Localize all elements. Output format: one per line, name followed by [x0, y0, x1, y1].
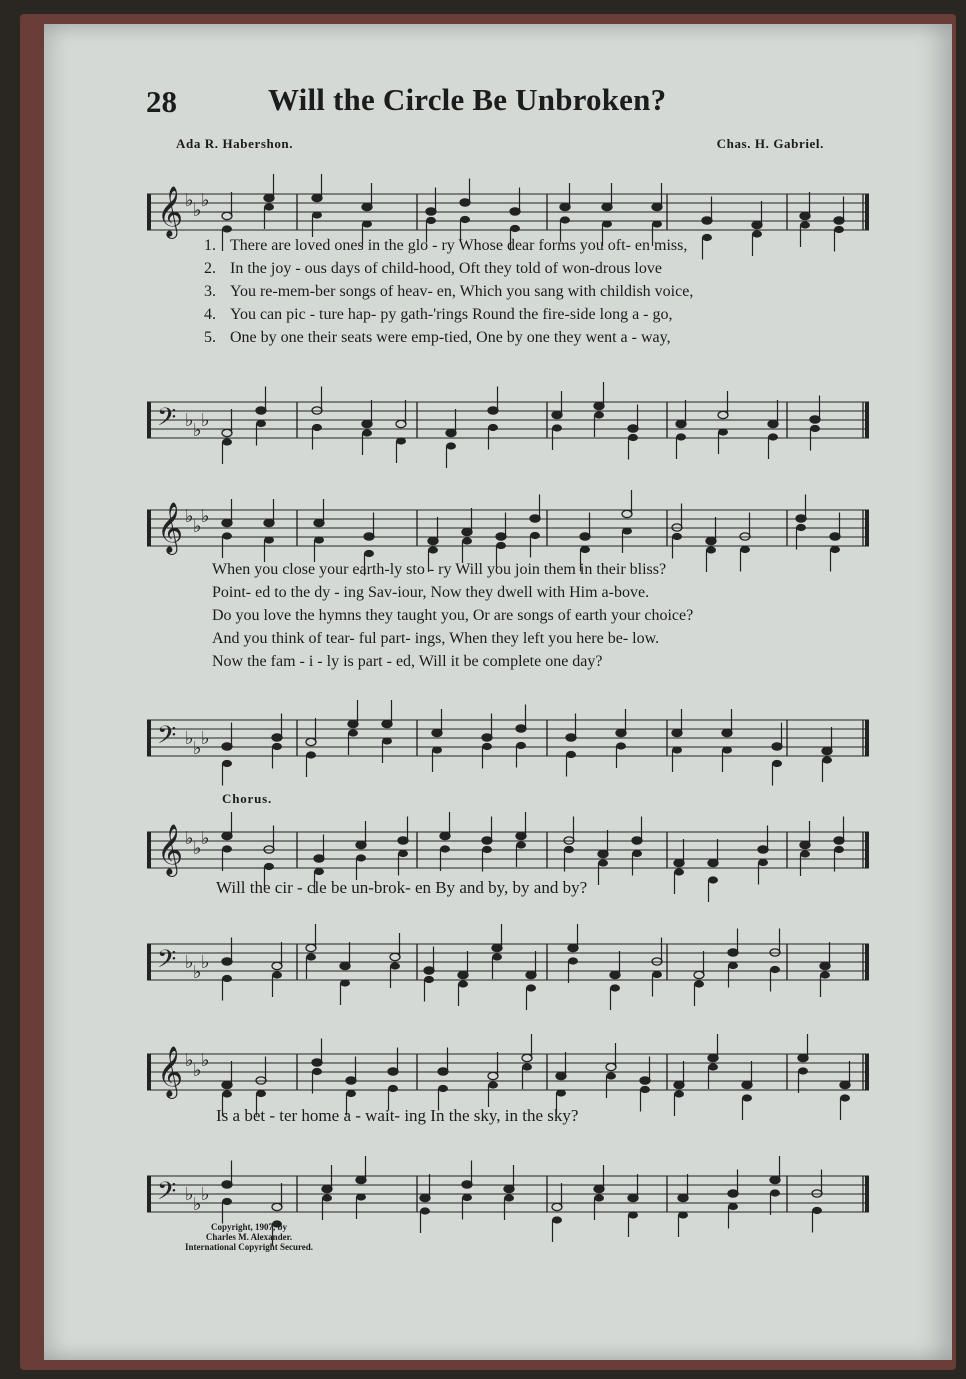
hymn-title: Will the Circle Be Unbroken?: [268, 82, 667, 117]
svg-text:♭: ♭: [201, 506, 210, 527]
svg-text:𝄞: 𝄞: [157, 502, 184, 553]
svg-text:♭: ♭: [193, 738, 202, 759]
verse-line: 2. In the joy - ous days of child-hood, Oft they told of won-drous love: [204, 260, 662, 277]
bass-staff-4: [147, 1156, 869, 1215]
chorus-label: Chorus.: [222, 791, 273, 806]
bass-staff-1: [147, 382, 869, 441]
chorus-lyric-2: Is a bet - ter home a - wait- ing In the sky, in the sky?: [216, 1106, 579, 1125]
verse-block-1: [204, 234, 693, 349]
svg-text:𝄢: 𝄢: [157, 403, 177, 438]
svg-text:𝄞: 𝄞: [157, 824, 184, 875]
svg-text:♭: ♭: [193, 516, 202, 537]
page-number: 28: [146, 84, 177, 119]
bass-staff-3: [147, 924, 869, 983]
treble-staff-3: [147, 812, 869, 875]
svg-text:𝄞: 𝄞: [157, 186, 184, 237]
treble-staff-2: [147, 490, 869, 553]
svg-text:♭: ♭: [201, 828, 210, 849]
verse-block-2: [212, 558, 693, 673]
svg-text:♭: ♭: [185, 410, 194, 431]
svg-text:♭: ♭: [201, 190, 210, 211]
svg-text:♭: ♭: [193, 200, 202, 221]
svg-text:𝄞: 𝄞: [157, 1046, 184, 1097]
svg-text:♭: ♭: [185, 190, 194, 211]
svg-text:♭: ♭: [201, 1050, 210, 1071]
svg-text:♭: ♭: [185, 952, 194, 973]
svg-text:♭: ♭: [193, 1060, 202, 1081]
treble-staff-4: [147, 1034, 869, 1097]
bass-staff-2: [147, 700, 869, 759]
verse-line: 4. You can pic - ture hap- py gath-'rings Round the fire-side long a - go,: [204, 306, 673, 323]
svg-text:♭: ♭: [201, 410, 210, 431]
verse-line: 3. You re-mem-ber songs of heav- en, Which you sang with childish voice,: [204, 283, 694, 300]
verse-line: Do you love the hymns they taught you, Or are songs of earth your choice?: [212, 607, 694, 624]
svg-text:𝄢: 𝄢: [157, 721, 177, 756]
copyright-notice: Copyright, 1907, by Charles M. Alexander. International Copyright Secured.: [184, 1222, 314, 1252]
svg-text:♭: ♭: [193, 962, 202, 983]
svg-text:♭: ♭: [185, 828, 194, 849]
author-credit: Ada R. Habershon.: [176, 136, 294, 151]
svg-text:♭: ♭: [193, 838, 202, 859]
svg-text:♭: ♭: [193, 420, 202, 441]
svg-text:♭: ♭: [185, 1050, 194, 1071]
svg-text:𝄢: 𝄢: [157, 945, 177, 980]
verse-line: When you close your earth-ly sto - ry Will you join them in their bliss?: [212, 561, 667, 578]
hymnal-page: [44, 24, 952, 1360]
svg-text:♭: ♭: [201, 728, 210, 749]
svg-text:♭: ♭: [201, 1184, 210, 1205]
verse-line: And you think of tear- ful part- ings, When they left you here be- low.: [212, 630, 660, 647]
svg-text:𝄢: 𝄢: [157, 1177, 177, 1212]
svg-text:♭: ♭: [185, 1184, 194, 1205]
treble-staff-1: [147, 174, 869, 237]
verse-line: 1. There are loved ones in the glo - ry Whose dear forms you oft- en miss,: [204, 237, 688, 254]
svg-text:♭: ♭: [185, 728, 194, 749]
svg-text:♭: ♭: [193, 1194, 202, 1215]
verse-line: Now the fam - i - ly is part - ed, Will it be complete one day?: [212, 653, 603, 670]
chorus-lyric-1: Will the cir - cle be un-brok- en By and by, by and by?: [216, 878, 588, 897]
svg-text:♭: ♭: [201, 952, 210, 973]
verse-line: Point- ed to the dy - ing Sav-iour, Now they dwell with Him a-bove.: [212, 584, 650, 601]
verse-line: 5. One by one their seats were emp-tied, One by one they went a - way,: [204, 329, 671, 346]
composer-credit: Chas. H. Gabriel.: [716, 136, 824, 151]
svg-text:♭: ♭: [185, 506, 194, 527]
